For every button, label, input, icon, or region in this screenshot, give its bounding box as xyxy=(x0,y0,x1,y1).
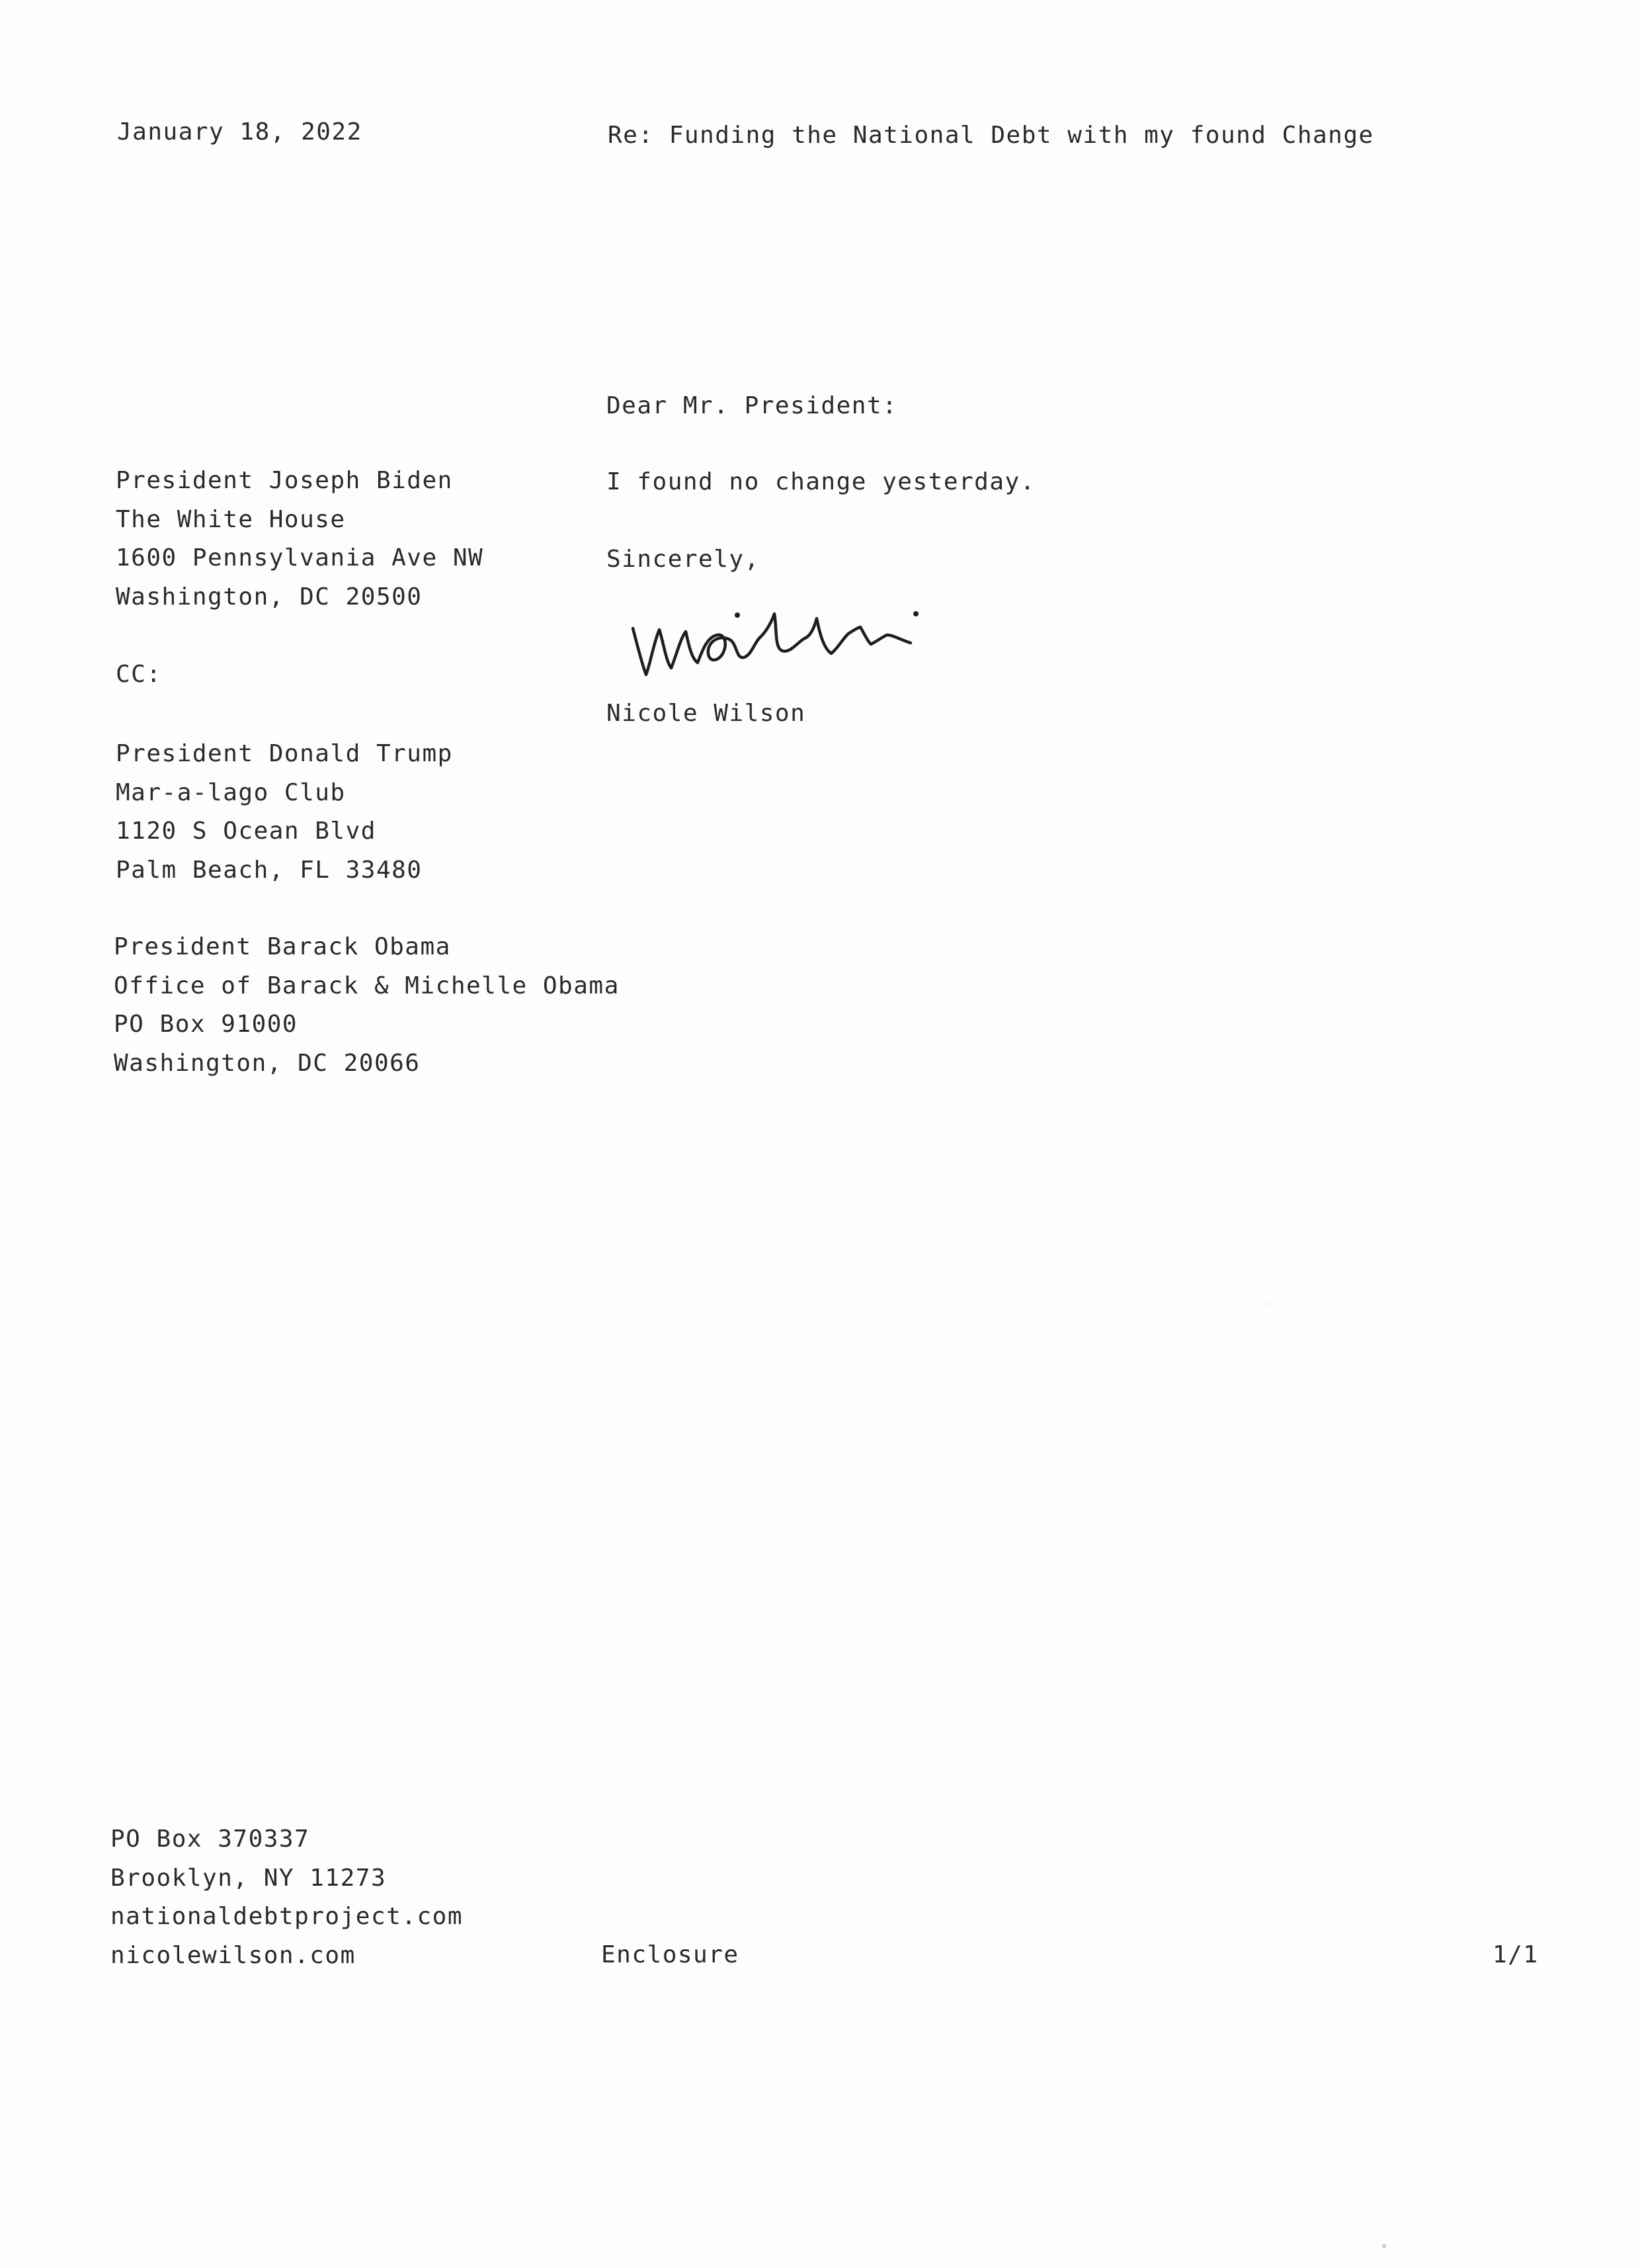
cc-address-line: 1120 S Ocean Blvd xyxy=(116,818,376,845)
closing: Sincerely, xyxy=(606,546,760,573)
cc-label: CC: xyxy=(116,661,162,688)
scan-speck xyxy=(1382,2244,1386,2248)
letter-subject: Re: Funding the National Debt with my found Change xyxy=(608,122,1374,149)
cc-address-obama xyxy=(114,928,620,1083)
recipient-line: The White House xyxy=(116,505,346,533)
cc-address-line: Washington, DC 20066 xyxy=(114,1049,421,1077)
enclosure-note: Enclosure xyxy=(601,1941,739,1968)
cc-address-line: PO Box 91000 xyxy=(114,1011,298,1038)
page-number: 1/1 xyxy=(1493,1941,1539,1968)
signature-graphic xyxy=(625,602,956,688)
sender-address xyxy=(110,1820,463,1975)
salutation: Dear Mr. President: xyxy=(606,392,898,419)
sender-line: PO Box 370337 xyxy=(110,1826,310,1853)
cc-address-line: Office of Barack & Michelle Obama xyxy=(114,972,620,999)
letter-body: I found no change yesterday. xyxy=(606,468,1036,495)
handwritten-signature xyxy=(625,602,956,688)
cc-address-line: President Barack Obama xyxy=(114,933,451,960)
recipient-line: Washington, DC 20500 xyxy=(116,583,423,610)
recipient-address xyxy=(116,462,483,616)
sender-line: Brooklyn, NY 11273 xyxy=(110,1864,387,1892)
scan-speck xyxy=(1268,1303,1270,1305)
cc-address-line: Mar-a-lago Club xyxy=(116,778,346,806)
signer-name: Nicole Wilson xyxy=(606,700,806,727)
sender-website: nicolewilson.com xyxy=(110,1941,356,1969)
cc-address-line: Palm Beach, FL 33480 xyxy=(116,856,423,884)
recipient-line: President Joseph Biden xyxy=(116,467,453,494)
sender-website: nationaldebtproject.com xyxy=(110,1903,463,1930)
letter-date: January 18, 2022 xyxy=(117,118,362,146)
recipient-line: 1600 Pennsylvania Ave NW xyxy=(116,544,484,571)
cc-address-trump xyxy=(116,735,453,890)
cc-address-line: President Donald Trump xyxy=(116,740,453,767)
